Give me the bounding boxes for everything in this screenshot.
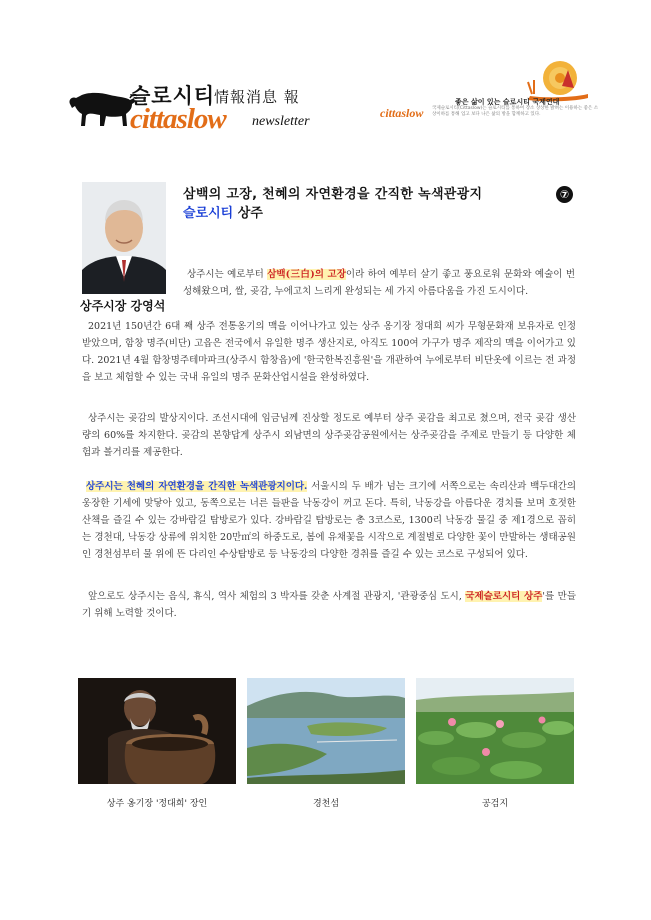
issue-number-badge: ⑦ — [556, 186, 573, 203]
river-island-photo-icon — [247, 678, 405, 784]
photo-potter — [78, 678, 236, 784]
paragraph-4 — [82, 478, 576, 563]
p4-rest: 서울시의 두 배가 넘는 크기에 서쪽으로는 속리산과 백두대간의 웅장한 기세에 맞닿아 있고, 동쪽으로는 너른 들판을 낙동강이 꺼고 돈다. 특히, 낙동강을 아름다운 경치를 보며 호젓한 산책을 즐길 수 있는 강바람길 탐방로가 있다. 강바람길 탐방로는 총 3코스로, 1300리 낙동강 물길 중 제1경으로 꼽히는 경천대, 낙동강 상류에 위치한 20만㎡의 하중도로, 봄에 유채꽃을 시작으로 계절별로 다양한 꽃이 만발하는 생태공원인 경천섬부터 물 위에 뜬 다리인 수상탐방로 등 낙동강의 다양한 경취를 즐길 수 있는 코스로 구성되어 있다. — [82, 481, 577, 560]
brand-hanja: 情報消息 報 — [214, 88, 300, 106]
paragraph-3: 상주시는 곶감의 발상지이다. 조선시대에 임금님께 진상할 정도로 예부터 상주 곶감을 최고로 쳤으며, 전국 곶감 생산량의 60%를 차지한다. 곶감의 본향답게 상주시 외남면의 상주곶감공원에서는 상주곶감을 주제로 만들기 등 다양한 체험과 볼거리를 제공한다. — [82, 413, 576, 458]
caption-lotus-pond: 공검지 — [481, 799, 509, 809]
photo-river-island — [247, 678, 405, 784]
person-portrait-icon — [82, 182, 166, 294]
caption-river-island: 경천섬 — [312, 799, 340, 809]
brand-newsletter: newsletter — [252, 114, 310, 129]
photo-lotus-pond — [416, 678, 574, 784]
p5-highlight: 국제슬로시티 상주 — [465, 591, 543, 602]
lotus-pond-photo-icon — [416, 678, 574, 784]
paragraph-2: 2021년 150년간 6대 째 상주 전통옹기의 맥을 이어나가고 있는 상주 옹기장 정대희 씨가 무형문화재 보유자로 인정받았으며, 함창 명주(비단) 고읍은 전국에서 유일한 명주 생산지로, 아직도 100여 가구가 명주 제작의 맥을 이어가고 있다. 2021년 4월 함창명주테마파크(상주시 함창읍)에 '한국한복진흥원'을 개관하여 누에로부터 비단옷에 이르는 전 과정을 보고 체험할 수 있는 국내 유일의 명주 문화산업시설을 완성하였다. — [82, 321, 576, 383]
title-rest: 상주 — [233, 206, 263, 221]
p5-after: '를 만들기 위해 노력할 것이다. — [82, 591, 576, 619]
title-highlight: 슬로시티 — [183, 206, 234, 221]
paragraph-1 — [183, 266, 575, 300]
mayor-portrait — [82, 182, 166, 294]
bull-logo-icon — [66, 86, 138, 130]
p1-before: 상주시는 예로부터 — [187, 269, 268, 280]
article-title-line2 — [183, 202, 263, 221]
p4-highlight: 상주시는 천혜의 자연환경을 간직한 녹색관광지이다. — [86, 481, 308, 492]
right-logo: cittaslow — [380, 106, 424, 120]
paragraph-5 — [82, 588, 576, 622]
brand-logo: cittaslow — [130, 103, 226, 135]
brand-korean: 슬로시티 — [130, 84, 216, 108]
p5-before: 앞으로도 상주시는 음식, 휴식, 역사 체험의 3 박자를 갖춘 사계절 관광지, '관광중심 도시, — [88, 591, 466, 602]
right-description: 국제슬로시티(Cittaslow)는 슬로시티를 통하여 장소 상상한 밝혀는 이용하는 좋은 소상이하를 통해 업고 보다 나은 삶의 방을 함께하고 있다. — [432, 106, 599, 117]
p1-after: 이라 하여 예부터 살기 좋고 풍요로워 문화와 예술이 번성해왔으며, 쌀, 곶감, 누에고치 느리게 완성되는 세 가지 아름다움을 가진 도시이다. — [183, 269, 575, 297]
p1-highlight: 삼백(三白)의 고장 — [267, 269, 346, 280]
potter-photo-icon — [78, 678, 236, 784]
article-title-line1: 삼백의 고장, 천혜의 자연환경을 간직한 녹색관광지 — [183, 187, 483, 202]
right-tagline: 좋은 삶이 있는 슬로시티 국제연대 — [455, 98, 560, 106]
portrait-caption: 상주시장 강영석 — [80, 299, 166, 313]
caption-potter: 상주 옹기장 '정대희' 장인 — [106, 799, 208, 809]
